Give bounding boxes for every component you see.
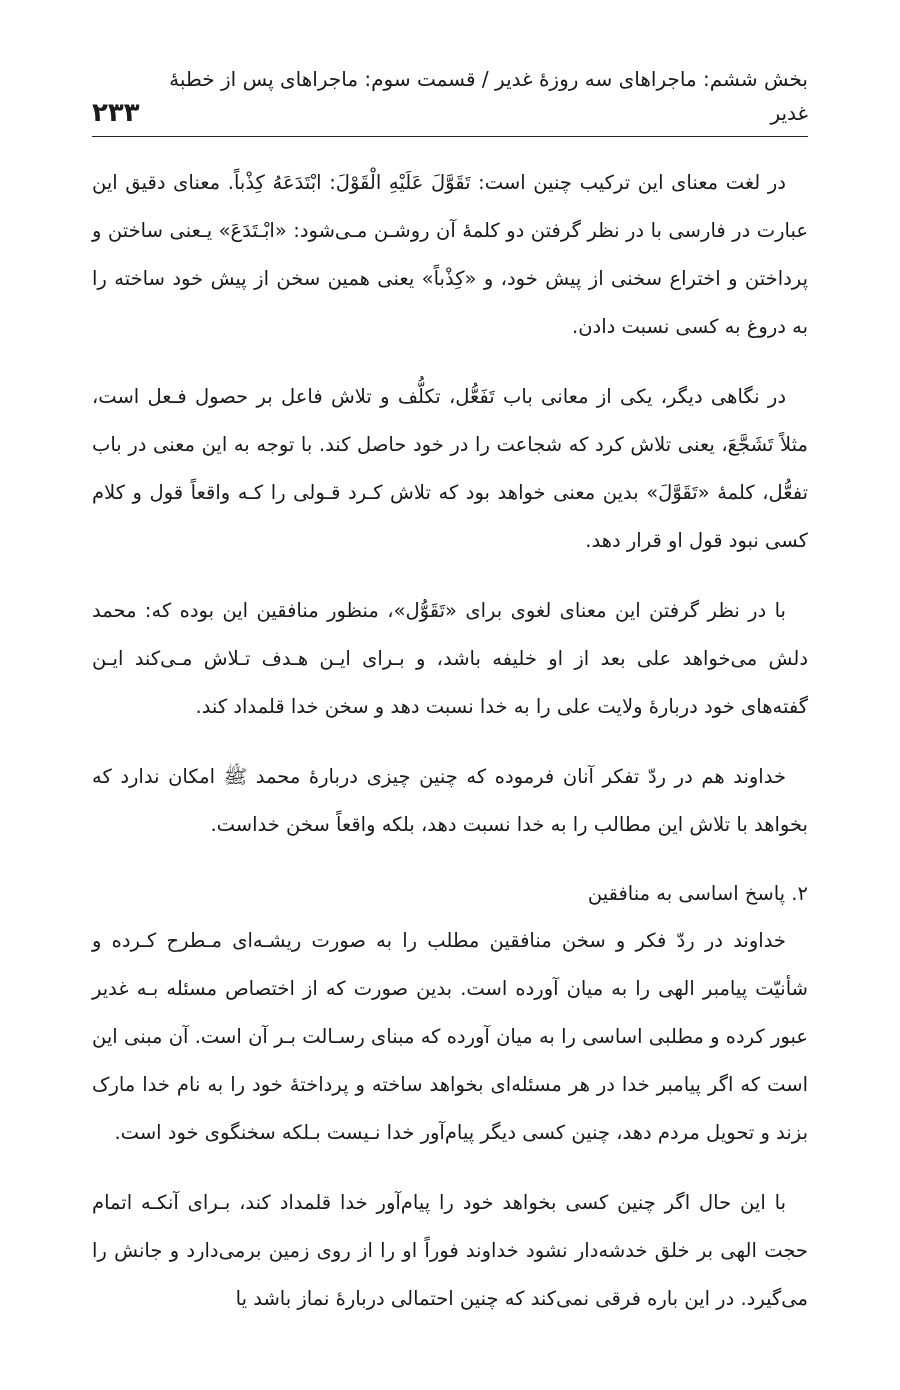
- header-title: بخش ششم: ماجراهای سه روزهٔ غدیر / قسمت سوم: ماجراهای پس از خطبهٔ غدیر: [169, 67, 808, 125]
- running-header: [92, 62, 808, 137]
- paragraph: در نگاهی دیگر، یکی از معانی باب تَفَعُّل، تکلُّف و تلاش فاعل بر حصول فـعل است، مثلاً تَشَجَّعَ، یعنی تلاش کرد که شجاعت را در خود حاصل کند. با توجه به این معنی در باب تفعُّل، کلمهٔ «تَقَوَّلَ» بدین معنی خواهد بود که تلاش کـرد قـولی را کـه واقعاً قول و کلام کسی نبود قول او قرار دهد.: [92, 385, 808, 552]
- paragraph: با این حال اگر چنین کسی بخواهد خود را پیام‌آور خدا قلمداد کند، بـرای آنکـه اتمام حجت الهی بر خلق خدشه‌دار نشود خداوند فوراً او را از روی زمین برمی‌دارد و جانش را می‌گیرد. در این باره فرقی نمی‌کند که چنین احتمالی دربارهٔ نماز باشد یا: [92, 1191, 808, 1310]
- section-heading: ۲. پاسخ اساسی به منافقین: [587, 882, 808, 905]
- paragraph: خداوند در ردّ فکر و سخن منافقین مطلب را به صورت ریشـه‌ای مـطرح کـرده و شأنیّت پیامبر الهی را به میان آورده است. بدین صورت که از اختصاص مسئله بـه غدیر عبور کرده و مطلبی اساسی را به میان آورده که مبنای رسـالت بـر آن است. آن مبنی این است که اگر پیامبر خدا در هر مسئله‌ای بخواهد ساخته و پرداختهٔ خود را به نام خدا مارک بزند و تحویل مردم دهد، چنین کسی دیگر پیام‌آور خدا نـیست بـلکه سخنگوی خود است.: [92, 929, 808, 1144]
- paragraph: با در نظر گرفتن این معنای لغوی برای «تَقَوُّل»، منظور منافقین این بوده که: محمد دلش می‌خواهد علی بعد از او خلیفه باشد، و بـرای ایـن هـدف تـلاش مـی‌کند ایـن گفته‌های خود دربارهٔ ولایت علی را به خدا نسبت دهد و سخن خدا قلمداد کند.: [92, 599, 808, 718]
- page-number: ۲۳۳: [92, 98, 140, 128]
- paragraph: در لغت معنای این ترکیب چنین است: تَقَوَّلَ عَلَیْهِ الْقَوْلَ: ابْتَدَعَهُ کِذْباً. معنای دقیق این عبارت در فارسی با در نظر گرفتن دو کلمهٔ آن روشـن مـی‌شود: «ابْـتَدَعَ» یـعنی ساختن و پرداختن و اختراع سخنی از پیش خود، و «کِذْباً» یعنی همین سخن از پیش خود ساخته را به دروغ به کسی نسبت دادن.: [92, 171, 808, 338]
- book-page: [92, 62, 808, 1345]
- page-body: [92, 159, 808, 1323]
- paragraph: خداوند هم در ردّ تفکر آنان فرموده که چنین چیزی دربارهٔ محمد ﷺ امکان ندارد که بخواهد با تلاش این مطالب را به خدا نسبت دهد، بلکه واقعاً سخن خداست.: [92, 765, 808, 836]
